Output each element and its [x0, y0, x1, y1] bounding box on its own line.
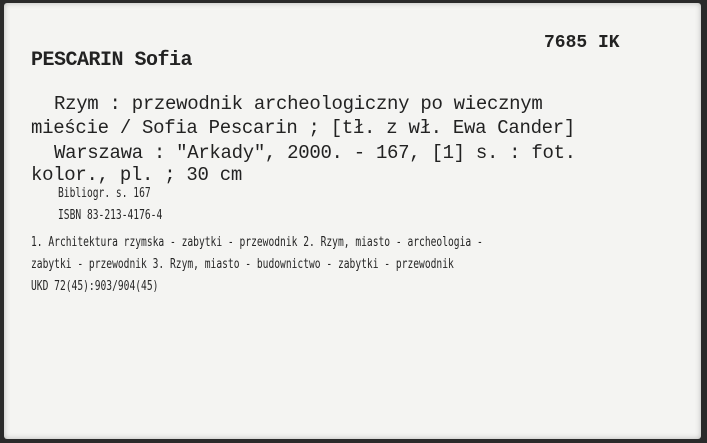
main-entry-heading: PESCARIN Sofia — [31, 49, 193, 72]
subject-line-2: zabytki - przewodnik 3. Rzym, miasto - budownictwo - zabytki - przewodnik — [31, 257, 454, 272]
title-line-1: Rzym : przewodnik archeologiczny po wiecznym — [54, 93, 543, 115]
subject-line-1: 1. Architektura rzymska - zabytki - przewodnik 2. Rzym, miasto - archeologia - — [31, 235, 483, 250]
imprint-line-2: kolor., pl. ; 30 cm — [31, 164, 242, 186]
call-number: 7685 IK — [544, 33, 620, 53]
catalog-card — [4, 3, 701, 439]
imprint-line-1: Warszawa : "Arkady", 2000. - 167, [1] s. : fot. — [54, 142, 576, 164]
udc-classification: UKD 72(45):903/904(45) — [31, 279, 159, 294]
note-isbn: ISBN 83-213-4176-4 — [58, 208, 163, 223]
note-bibliography: Bibliogr. s. 167 — [58, 186, 151, 201]
title-line-2: mieście / Sofia Pescarin ; [tł. z wł. Ewa Cander] — [31, 117, 575, 139]
